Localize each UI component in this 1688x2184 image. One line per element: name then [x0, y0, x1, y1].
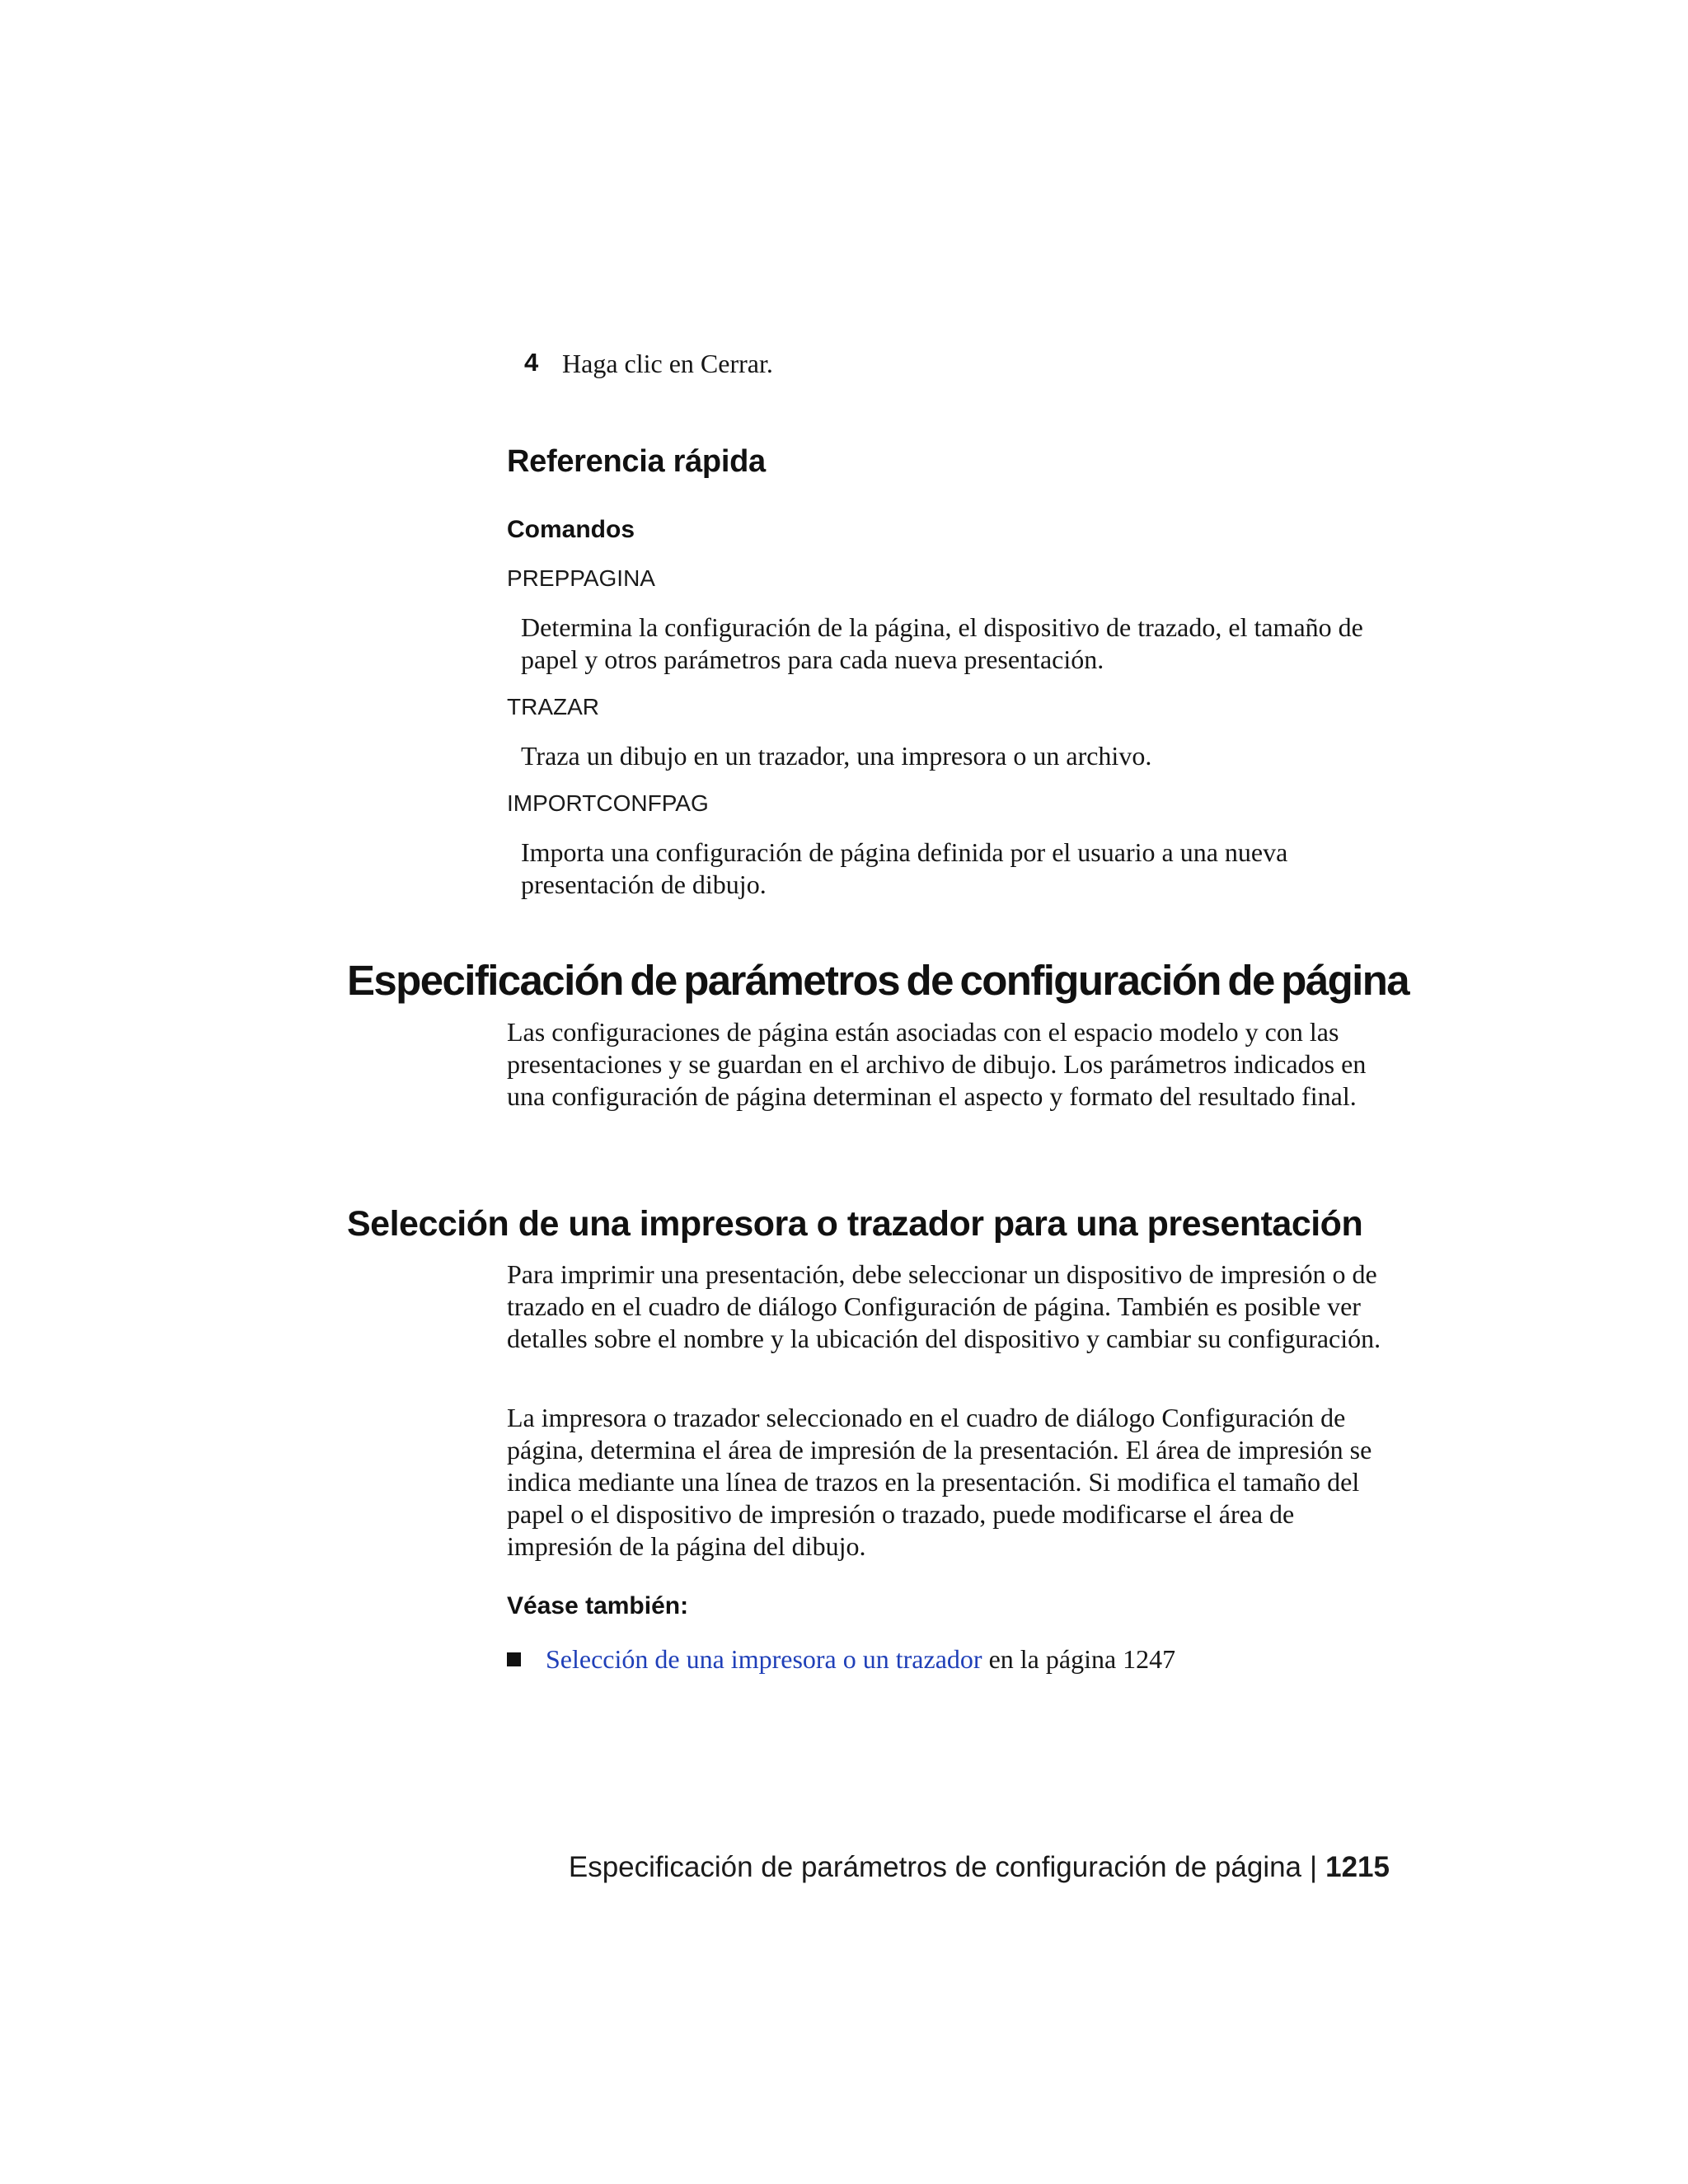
command-name-importconfpag: IMPORTCONFPAG [507, 790, 709, 816]
commands-heading: Comandos [507, 516, 635, 543]
quick-reference-heading: Referencia rápida [507, 444, 766, 479]
subsection-paragraph-2: La impresora o trazador seleccionado en el cuadro de diálogo Configuración de página, determina el área de impresión de la presentación. El área de impresión se indica mediante una línea de trazos en la presentación. Si modifica el tamaño del papel o el dispositivo de impresión o trazado, puede modificarse el área de impresión de la página del dibujo. [507, 1403, 1372, 1561]
page-number: 1215 [1325, 1851, 1390, 1883]
subsection-heading: Selección de una impresora o trazador para una presentación [347, 1204, 1363, 1244]
footer-separator: | [1310, 1851, 1318, 1883]
subsection-paragraph-1: Para imprimir una presentación, debe seleccionar un dispositivo de impresión o de trazado en el cuadro de diálogo Configuración de página. También es posible ver detalles sobre el nombre y la ubicación del dispositivo y cambiar su configuración. [507, 1259, 1381, 1353]
step-text: Haga clic en Cerrar. [562, 349, 773, 378]
command-description-preppagina: Determina la configuración de la página, el dispositivo de trazado, el tamaño de papel y otros parámetros para cada nueva presentación. [521, 612, 1363, 674]
section-paragraph: Las configuraciones de página están asociadas con el espacio modelo y con las presentaciones y se guardan en el archivo de dibujo. Los parámetros indicados en una configuración de página determinan el aspecto y formato del resultado final. [507, 1017, 1367, 1111]
command-name-trazar: TRAZAR [507, 694, 599, 719]
command-name-preppagina: PREPPAGINA [507, 565, 655, 591]
footer-title: Especificación de parámetros de configuración de página [568, 1851, 1302, 1883]
see-also-item [546, 1643, 1175, 1675]
bullet-square-icon [507, 1652, 521, 1666]
section-heading: Especificación de parámetros de configuración de página [347, 957, 1409, 1004]
command-description-trazar: Traza un dibujo en un trazador, una impresora o un archivo. [521, 741, 1152, 771]
step-number: 4 [524, 348, 539, 377]
command-description-importconfpag: Importa una configuración de página definida por el usuario a una nueva presentación de dibujo. [521, 837, 1288, 899]
see-also-suffix: en la página 1247 [982, 1644, 1176, 1674]
see-also-heading: Véase también: [507, 1592, 689, 1619]
page-footer [569, 1849, 1390, 1886]
see-also-link[interactable]: Selección de una impresora o un trazador [546, 1644, 982, 1674]
